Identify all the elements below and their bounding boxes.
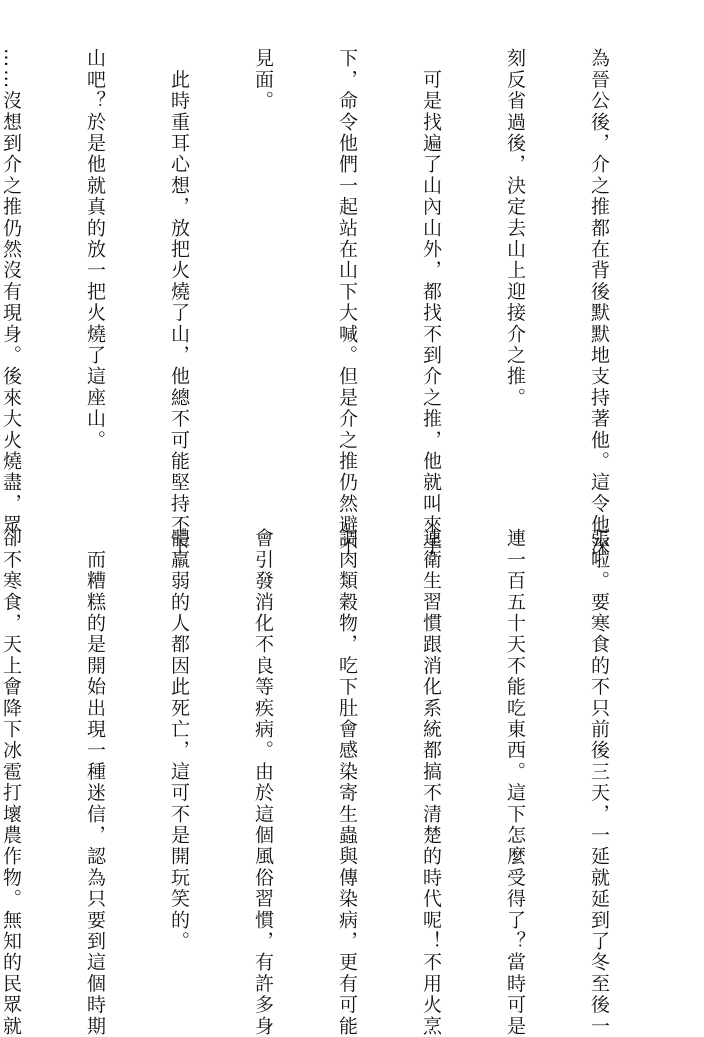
text-column: 見面。 <box>252 48 274 112</box>
text-column: 此時重耳心想，放把火燒了山，他總不可能堅持不下 <box>168 48 190 557</box>
text-column: 體羸弱的人都因此死亡，這可不是開玩笑的。 <box>168 528 190 952</box>
text-column: 調肉類穀物，吃下肚會感染寄生蟲與傳染病，更有可能 <box>336 528 358 1037</box>
text-column: 會引發消化不良等疾病。由於這個風俗習慣，有許多身 <box>252 528 274 1037</box>
text-column: 山吧？於是他就真的放一把火燒了這座山。 <box>84 48 106 451</box>
text-column: 卻不寒食，天上會降下冰雹打壞農作物。無知的民眾就 <box>0 528 22 1037</box>
text-column: 下，命令他們一起站在山下大喊。但是介之推仍然避不 <box>336 48 358 557</box>
text-column: 張啦。要寒食的不只前後三天，一延就延到了冬至後一 <box>588 528 610 1037</box>
text-column: ……沒想到介之推仍然沒有現身。後來大火燒盡，眾 <box>0 48 22 536</box>
text-column: 連一百五十天不能吃東西。這下怎麼受得了？當時可是 <box>504 528 526 1037</box>
text-column: 刻反省過後，決定去山上迎接介之推。 <box>504 48 526 409</box>
text-block-top <box>0 48 669 557</box>
text-block-bottom <box>0 528 669 1037</box>
text-column: 可是找遍了山內山外，都找不到介之推，他就叫來手 <box>420 48 442 557</box>
text-column: 而糟糕的是開始出現一種迷信，認為只要到這個時期 <box>84 528 106 1037</box>
text-column: 為晉公後，介之推都在背後默默地支持著他。這令他深 <box>588 48 610 557</box>
text-column: 連衛生習慣跟消化系統都搞不清楚的時代呢！不用火烹 <box>420 528 442 1037</box>
